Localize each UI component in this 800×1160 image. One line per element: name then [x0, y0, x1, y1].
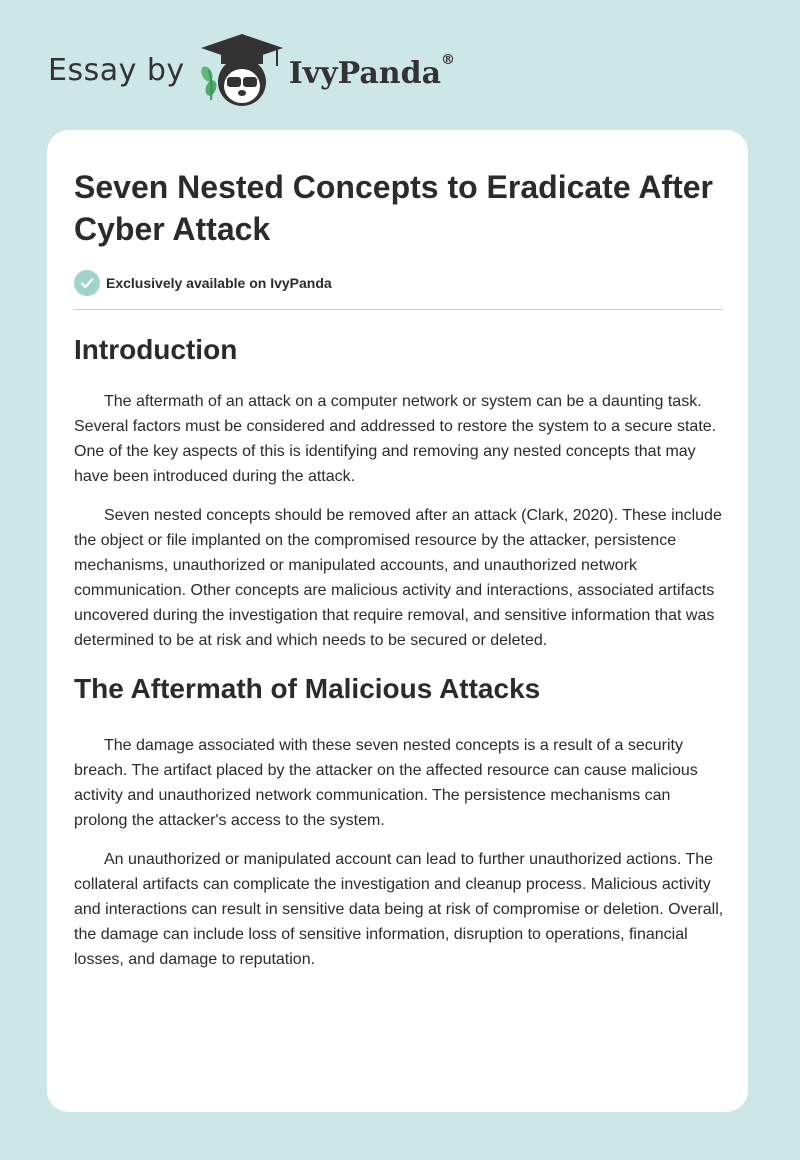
essay-card — [47, 130, 748, 1112]
paragraph: An unauthorized or manipulated account can lead to further unauthorized actions. The collateral artifacts can complicate the investigation and cleanup process. Malicious activity and interactions can result in sensitive data being at risk of compromise or deletion. Overall, the damage can include loss of sensitive information, disruption to operations, financial losses, and damage to reputation. — [74, 851, 724, 968]
divider — [74, 309, 723, 310]
section-heading-aftermath: The Aftermath of Malicious Attacks — [74, 673, 541, 704]
paragraph: The damage associated with these seven nested concepts is a result of a security breach. The artifact placed by the attacker on the affected resource can cause malicious activity and unauthorized network communication. The persistence mechanisms can prolong the attacker's access to the system. — [74, 737, 698, 829]
essay-by-label: Essay by — [48, 52, 185, 88]
paragraph: Seven nested concepts should be removed after an attack (Clark, 2020). These include the object or file implanted on the compromised resource by the attacker, persistence mechanisms, unauthorized or manipulated accounts, and unauthorized network communication. Other concepts are malicious activity and interactions, associated artifacts uncovered during the investigation that require removal, and sensitive information that was determined to be at risk and which needs to be secured or deleted. — [74, 507, 722, 649]
registered-mark: ® — [441, 51, 456, 68]
article-content — [74, 166, 724, 972]
paragraph: The aftermath of an attack on a computer network or system can be a daunting task. Several factors must be considered and addressed to restore the system to a secure state. One of the key aspects of this is identifying and removing any nested concepts that may have been introduced during the attack. — [74, 393, 717, 485]
site-header — [48, 28, 455, 112]
section-heading-introduction: Introduction — [74, 334, 238, 365]
panda-logo-icon[interactable] — [197, 30, 287, 110]
page-title: Seven Nested Concepts to Eradicate After Cyber Attack — [74, 169, 713, 247]
exclusive-badge — [74, 269, 724, 297]
exclusive-badge-label: Exclusively available on IvyPanda — [106, 275, 332, 291]
check-circle-icon — [74, 270, 100, 296]
brand-name: IvyPanda® — [288, 51, 456, 91]
